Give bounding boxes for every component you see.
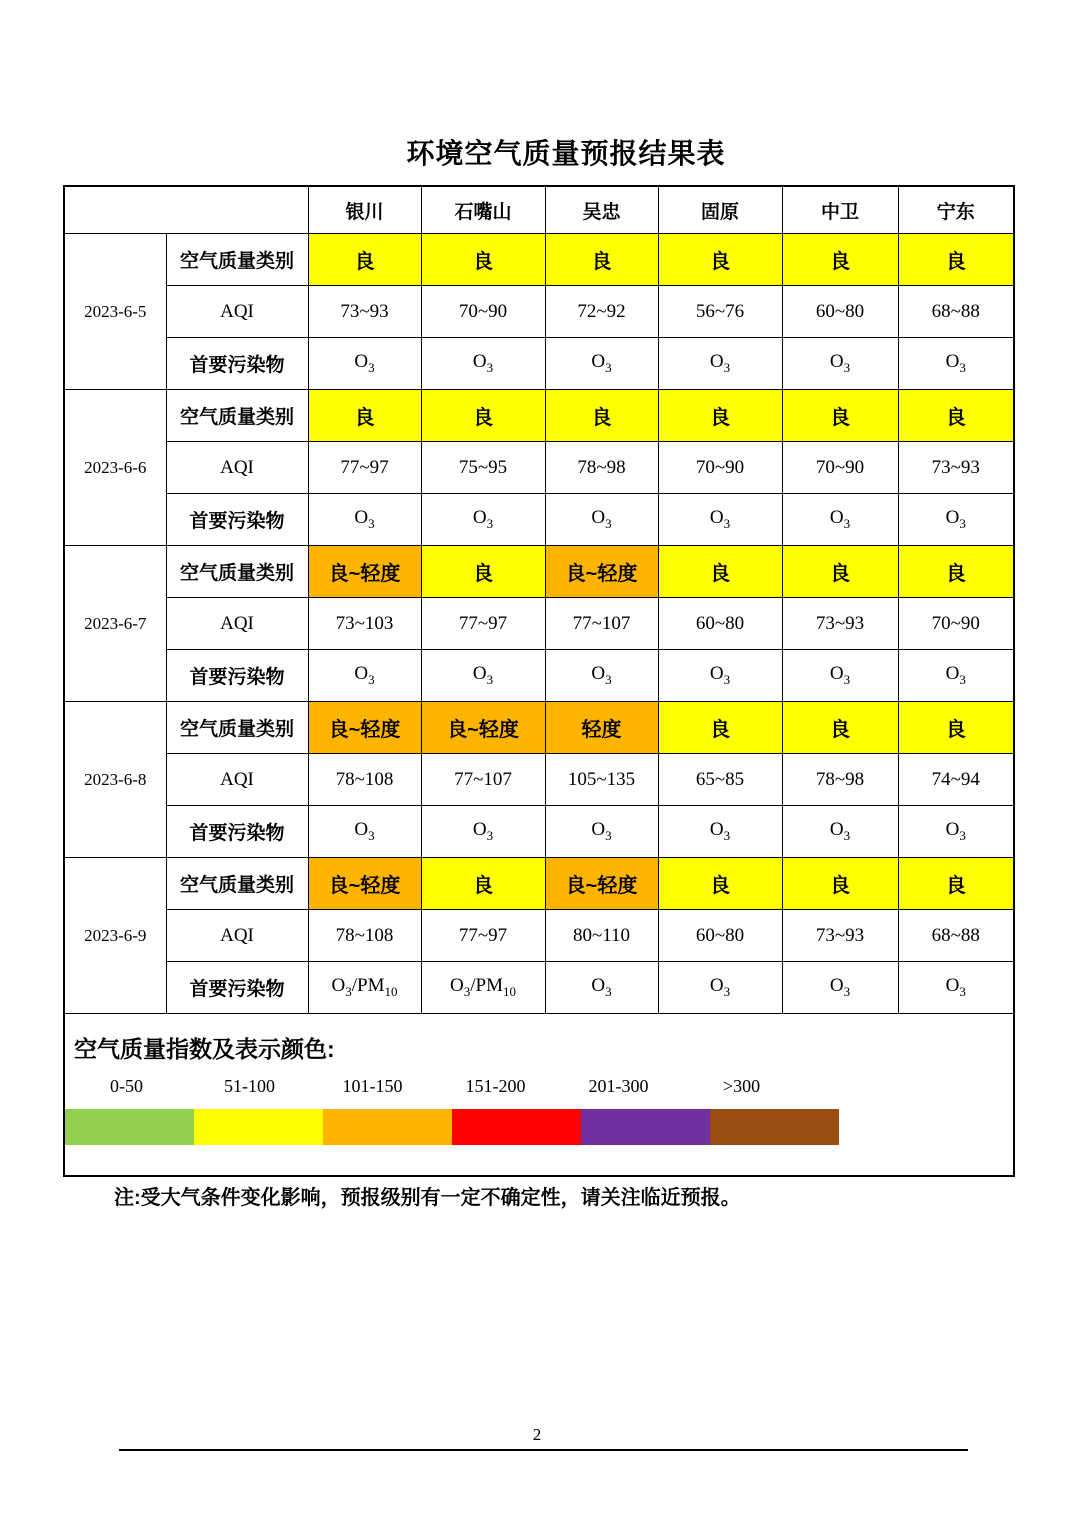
aqi-cell: 78~98 (545, 442, 658, 494)
aqi-cell: 56~76 (658, 286, 782, 338)
pollutant-cell: $O_3$ (421, 338, 545, 390)
aqi-cell: 78~108 (308, 910, 421, 962)
aqi-cell: 70~90 (658, 442, 782, 494)
legend-color-swatch (710, 1109, 839, 1145)
aqi-cell: 68~88 (898, 286, 1014, 338)
aqi-row (64, 910, 1014, 962)
forecast-table (63, 185, 1015, 1177)
category-row (64, 234, 1014, 286)
aqi-cell: 73~103 (308, 598, 421, 650)
aqi-cell: 78~108 (308, 754, 421, 806)
pollutant-cell: $O_3/PM_{10}$ (421, 962, 545, 1014)
category-cell: 良 (782, 858, 898, 910)
row-label-aqi: AQI (166, 910, 308, 962)
category-cell: 良 (782, 546, 898, 598)
legend-range-labels (65, 1076, 803, 1097)
pollutant-row (64, 806, 1014, 858)
city-header: 吴忠 (545, 186, 658, 234)
aqi-row (64, 754, 1014, 806)
pollutant-row (64, 962, 1014, 1014)
row-label-pollutant: 首要污染物 (166, 806, 308, 858)
category-cell: 良 (658, 390, 782, 442)
footer-line (119, 1449, 968, 1451)
category-cell: 良 (421, 390, 545, 442)
aqi-cell: 77~97 (308, 442, 421, 494)
category-cell: 良 (782, 390, 898, 442)
category-cell: 良 (658, 234, 782, 286)
category-cell: 良~轻度 (545, 546, 658, 598)
legend-color-swatch (452, 1109, 581, 1145)
category-cell: 良 (421, 858, 545, 910)
category-cell: 良 (658, 546, 782, 598)
pollutant-cell: $O_3$ (308, 650, 421, 702)
date-cell: 2023-6-9 (64, 858, 166, 1014)
row-label-pollutant: 首要污染物 (166, 962, 308, 1014)
page-number: 2 (532, 1425, 542, 1444)
category-cell: 良 (658, 702, 782, 754)
aqi-cell: 72~92 (545, 286, 658, 338)
row-label-category: 空气质量类别 (166, 546, 308, 598)
aqi-cell: 77~107 (545, 598, 658, 650)
pollutant-cell: $O_3$ (308, 338, 421, 390)
city-header: 固原 (658, 186, 782, 234)
category-cell: 良 (658, 858, 782, 910)
aqi-cell: 70~90 (782, 442, 898, 494)
pollutant-cell: $O_3$ (308, 494, 421, 546)
category-cell: 良 (308, 390, 421, 442)
row-label-pollutant: 首要污染物 (166, 494, 308, 546)
aqi-cell: 73~93 (308, 286, 421, 338)
row-label-aqi: AQI (166, 754, 308, 806)
row-label-aqi: AQI (166, 598, 308, 650)
date-cell: 2023-6-8 (64, 702, 166, 858)
pollutant-cell: $O_3$ (421, 650, 545, 702)
legend-color-swatch (65, 1109, 194, 1145)
pollutant-cell: $O_3$ (782, 806, 898, 858)
pollutant-cell: $O_3$ (308, 806, 421, 858)
page-title: 环境空气质量预报结果表 (406, 139, 726, 170)
aqi-cell: 70~90 (421, 286, 545, 338)
aqi-row (64, 442, 1014, 494)
category-cell: 良 (782, 234, 898, 286)
row-label-category: 空气质量类别 (166, 234, 308, 286)
legend-color-swatch (194, 1109, 323, 1145)
category-cell: 良 (421, 234, 545, 286)
aqi-cell: 77~97 (421, 910, 545, 962)
note-text: 注:受大气条件变化影响，预报级别有一定不确定性，请关注临近预报。 (114, 1187, 741, 1209)
city-header: 银川 (308, 186, 421, 234)
aqi-cell: 105~135 (545, 754, 658, 806)
category-cell: 良~轻度 (308, 858, 421, 910)
pollutant-cell: $O_3$ (545, 806, 658, 858)
row-label-category: 空气质量类别 (166, 702, 308, 754)
pollutant-cell: $O_3$ (898, 806, 1014, 858)
category-cell: 良 (898, 234, 1014, 286)
legend-range-label: 151-200 (465, 1076, 526, 1096)
aqi-cell: 78~98 (782, 754, 898, 806)
city-header: 石嘴山 (421, 186, 545, 234)
pollutant-row (64, 338, 1014, 390)
date-cell: 2023-6-6 (64, 390, 166, 546)
legend-range-label: 201-300 (588, 1076, 649, 1096)
pollutant-cell: $O_3/PM_{10}$ (308, 962, 421, 1014)
pollutant-cell: $O_3$ (898, 494, 1014, 546)
aqi-cell: 73~93 (782, 598, 898, 650)
pollutant-cell: $O_3$ (421, 494, 545, 546)
category-cell: 良 (898, 390, 1014, 442)
category-row (64, 390, 1014, 442)
table-corner-cell (64, 186, 308, 234)
pollutant-cell: $O_3$ (658, 962, 782, 1014)
category-cell: 良 (545, 390, 658, 442)
pollutant-cell: $O_3$ (898, 338, 1014, 390)
aqi-cell: 60~80 (658, 910, 782, 962)
category-cell: 良~轻度 (308, 702, 421, 754)
pollutant-cell: $O_3$ (782, 962, 898, 1014)
legend-row (64, 1014, 1014, 1177)
legend-range-label: >300 (722, 1076, 761, 1096)
legend-color-swatch (323, 1109, 452, 1145)
pollutant-cell: $O_3$ (782, 338, 898, 390)
aqi-row (64, 598, 1014, 650)
pollutant-cell: $O_3$ (658, 806, 782, 858)
category-row (64, 702, 1014, 754)
pollutant-row (64, 494, 1014, 546)
city-header: 中卫 (782, 186, 898, 234)
aqi-cell: 77~107 (421, 754, 545, 806)
aqi-cell: 70~90 (898, 598, 1014, 650)
pollutant-cell: $O_3$ (658, 650, 782, 702)
date-cell: 2023-6-5 (64, 234, 166, 390)
pollutant-cell: $O_3$ (782, 650, 898, 702)
category-cell: 良~轻度 (421, 702, 545, 754)
category-cell: 良 (898, 702, 1014, 754)
aqi-cell: 73~93 (898, 442, 1014, 494)
aqi-cell: 77~97 (421, 598, 545, 650)
pollutant-cell: $O_3$ (545, 962, 658, 1014)
category-cell: 轻度 (545, 702, 658, 754)
pollutant-cell: $O_3$ (545, 338, 658, 390)
legend-color-bar (65, 1109, 839, 1145)
category-cell: 良 (782, 702, 898, 754)
aqi-cell: 65~85 (658, 754, 782, 806)
row-label-aqi: AQI (166, 442, 308, 494)
legend-range-label: 0-50 (110, 1076, 143, 1096)
legend-title: 空气质量指数及表示颜色: (74, 1036, 335, 1062)
category-row (64, 858, 1014, 910)
category-cell: 良~轻度 (545, 858, 658, 910)
row-label-category: 空气质量类别 (166, 858, 308, 910)
legend-range-label: 51-100 (224, 1076, 275, 1096)
pollutant-cell: $O_3$ (545, 494, 658, 546)
aqi-cell: 68~88 (898, 910, 1014, 962)
pollutant-cell: $O_3$ (545, 650, 658, 702)
pollutant-row (64, 650, 1014, 702)
date-cell: 2023-6-7 (64, 546, 166, 702)
table-header-row (64, 186, 1014, 234)
legend-color-swatch (581, 1109, 710, 1145)
category-cell: 良 (308, 234, 421, 286)
category-cell: 良 (898, 546, 1014, 598)
category-cell: 良 (898, 858, 1014, 910)
category-cell: 良~轻度 (308, 546, 421, 598)
category-cell: 良 (545, 234, 658, 286)
pollutant-cell: $O_3$ (658, 338, 782, 390)
row-label-pollutant: 首要污染物 (166, 338, 308, 390)
pollutant-cell: $O_3$ (898, 962, 1014, 1014)
aqi-cell: 60~80 (658, 598, 782, 650)
legend-cell (64, 1014, 1014, 1177)
category-row (64, 546, 1014, 598)
row-label-aqi: AQI (166, 286, 308, 338)
category-cell: 良 (421, 546, 545, 598)
aqi-cell: 75~95 (421, 442, 545, 494)
aqi-row (64, 286, 1014, 338)
pollutant-cell: $O_3$ (421, 806, 545, 858)
row-label-pollutant: 首要污染物 (166, 650, 308, 702)
row-label-category: 空气质量类别 (166, 390, 308, 442)
pollutant-cell: $O_3$ (782, 494, 898, 546)
pollutant-cell: $O_3$ (658, 494, 782, 546)
aqi-cell: 80~110 (545, 910, 658, 962)
aqi-cell: 74~94 (898, 754, 1014, 806)
city-header: 宁东 (898, 186, 1014, 234)
aqi-cell: 73~93 (782, 910, 898, 962)
aqi-cell: 60~80 (782, 286, 898, 338)
legend-range-label: 101-150 (342, 1076, 403, 1096)
pollutant-cell: $O_3$ (898, 650, 1014, 702)
